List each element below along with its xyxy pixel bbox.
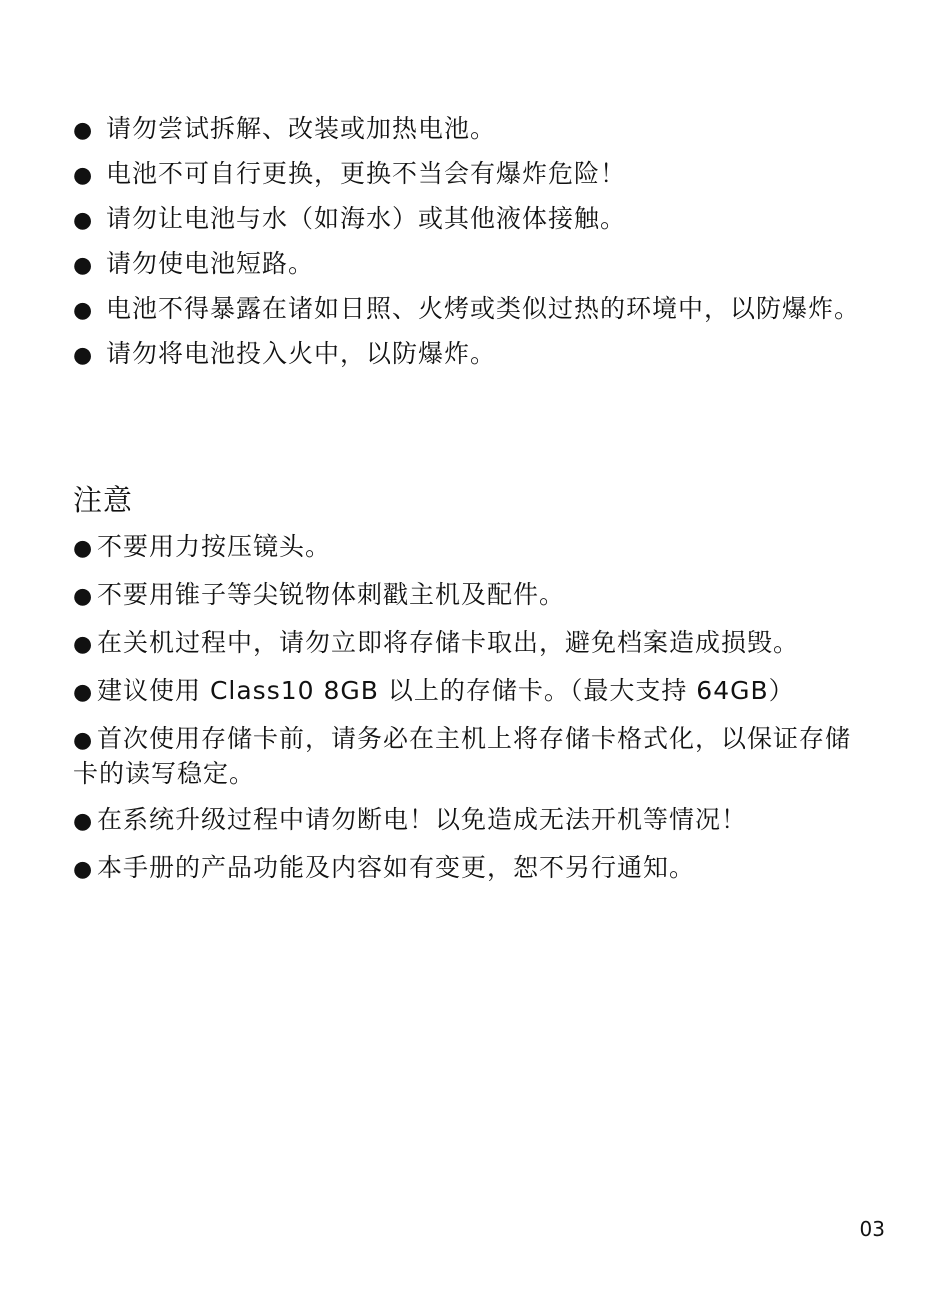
warning-text: 请勿将电池投入火中，以防爆炸。 bbox=[106, 339, 497, 368]
note-text: 在系统升级过程中请勿断电！以免造成无法开机等情况！ bbox=[97, 805, 748, 834]
bullet-icon: ● bbox=[73, 584, 94, 609]
bullet-icon: ● bbox=[73, 632, 94, 657]
note-text: 不要用锥子等尖锐物体刺戳主机及配件。 bbox=[97, 580, 566, 609]
list-item bbox=[73, 674, 873, 709]
bullet-icon: ● bbox=[73, 809, 94, 834]
bullet-icon: ● bbox=[73, 298, 94, 323]
list-item bbox=[73, 803, 873, 838]
note-text: 首次使用存储卡前，请务必在主机上将存储卡格式化，以保证存储卡的读写稳定。 bbox=[73, 724, 852, 788]
notes-list bbox=[73, 530, 873, 899]
warning-text: 请勿使电池短路。 bbox=[106, 249, 315, 278]
bullet-icon: ● bbox=[73, 163, 94, 188]
note-text: 本手册的产品功能及内容如有变更，恕不另行通知。 bbox=[97, 853, 696, 882]
bullet-icon: ● bbox=[73, 728, 94, 753]
list-item bbox=[73, 530, 873, 565]
bullet-icon: ● bbox=[73, 253, 94, 278]
notes-heading: 注意 bbox=[73, 483, 134, 517]
list-item bbox=[73, 722, 873, 790]
warning-text: 请勿尝试拆解、改装或加热电池。 bbox=[106, 114, 497, 143]
warning-text: 电池不得暴露在诸如日照、火烤或类似过热的环境中，以防爆炸。 bbox=[106, 294, 861, 323]
warning-text: 请勿让电池与水（如海水）或其他液体接触。 bbox=[106, 204, 627, 233]
note-text: 在关机过程中，请勿立即将存储卡取出，避免档案造成损毁。 bbox=[97, 628, 800, 657]
bullet-icon: ● bbox=[73, 536, 94, 561]
battery-warning-list bbox=[73, 112, 873, 382]
note-text: 不要用力按压镜头。 bbox=[97, 532, 332, 561]
list-item bbox=[73, 292, 873, 328]
bullet-icon: ● bbox=[73, 208, 94, 233]
list-item bbox=[73, 202, 873, 238]
list-item bbox=[73, 851, 873, 886]
list-item bbox=[73, 247, 873, 283]
bullet-icon: ● bbox=[73, 118, 94, 143]
list-item bbox=[73, 157, 873, 193]
page-number: 03 bbox=[859, 1217, 885, 1241]
list-item bbox=[73, 578, 873, 613]
bullet-icon: ● bbox=[73, 857, 94, 882]
list-item bbox=[73, 626, 873, 661]
warning-text: 电池不可自行更换，更换不当会有爆炸危险！ bbox=[106, 159, 627, 188]
bullet-icon: ● bbox=[73, 343, 94, 368]
bullet-icon: ● bbox=[73, 680, 94, 705]
list-item bbox=[73, 112, 873, 148]
note-text: 建议使用 Class10 8GB 以上的存储卡。（最大支持 64GB） bbox=[97, 676, 795, 705]
list-item bbox=[73, 337, 873, 373]
